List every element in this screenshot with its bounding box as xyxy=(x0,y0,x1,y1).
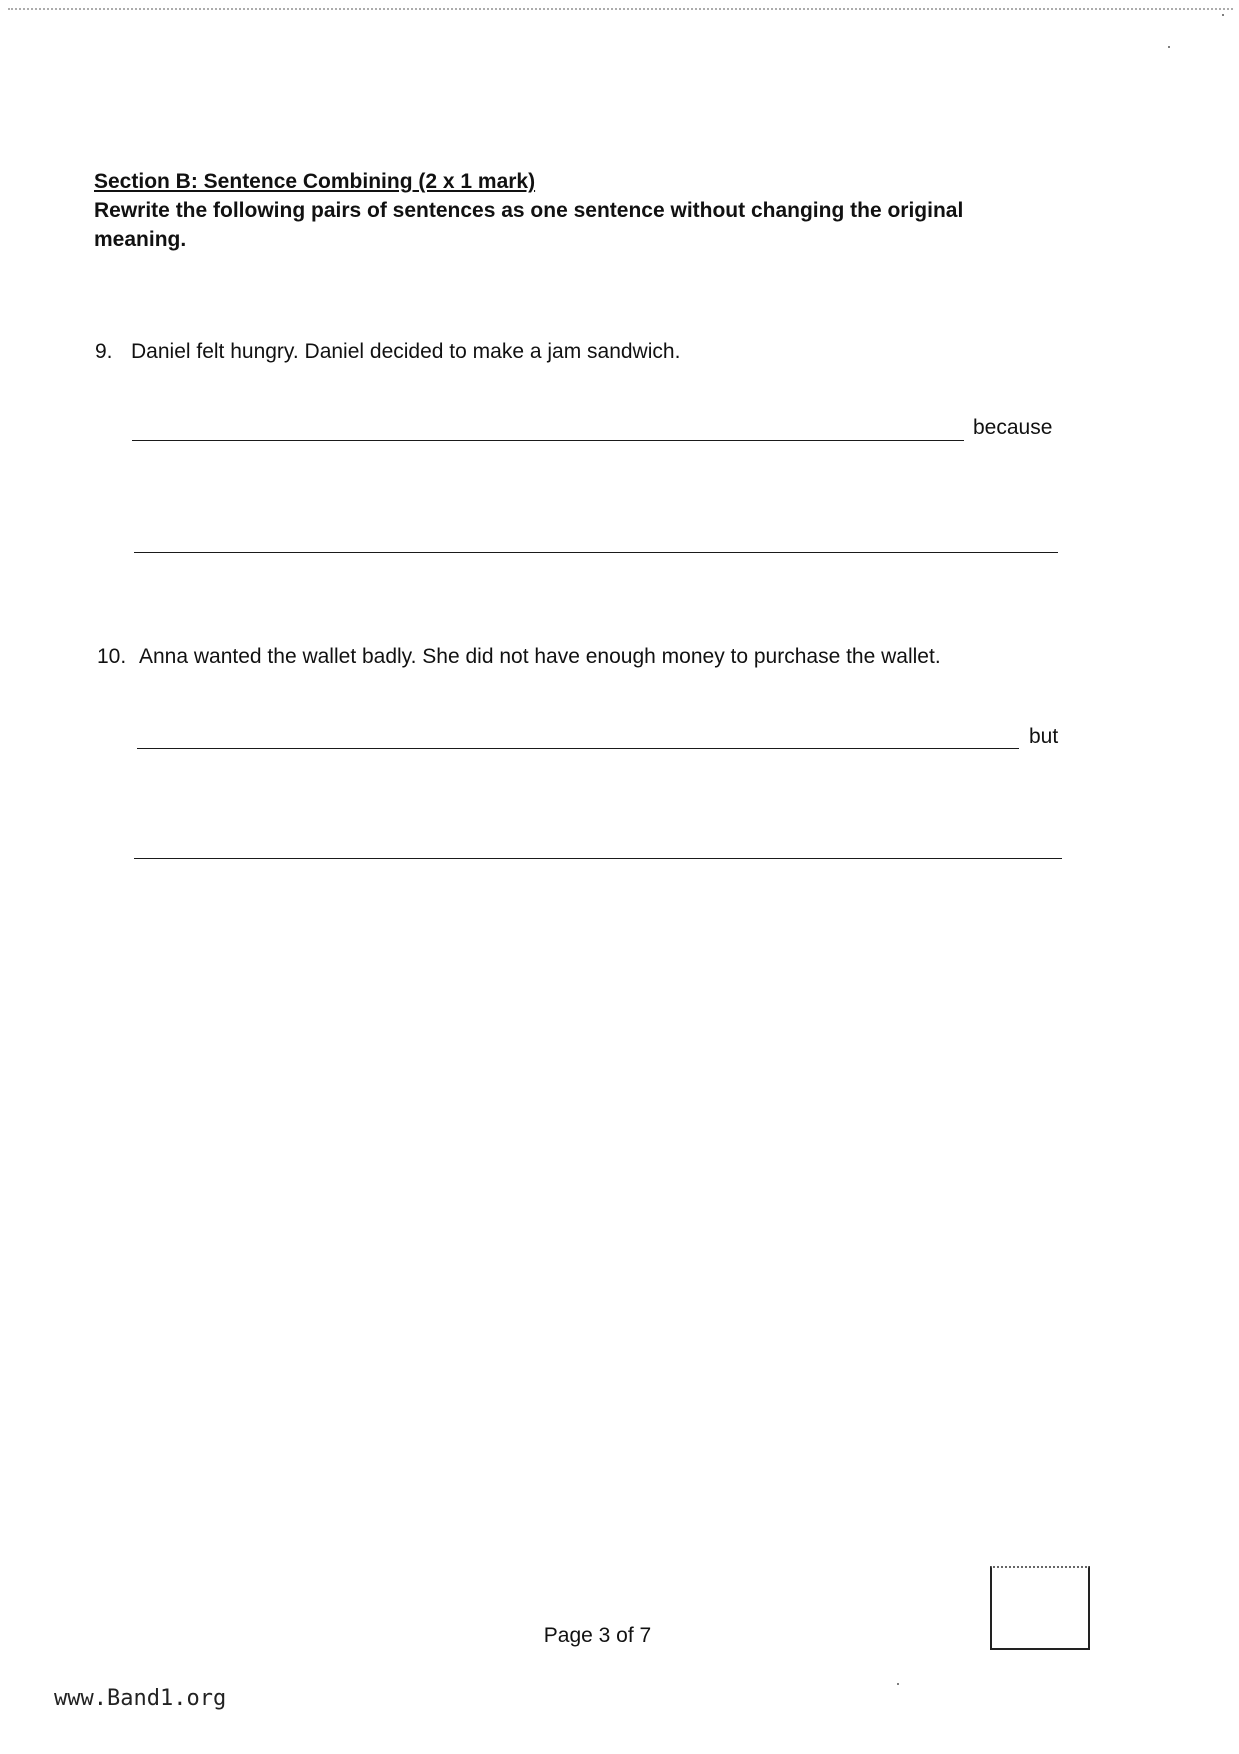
section-instructions: Rewrite the following pairs of sentences as one sentence without changing the original meaning. xyxy=(94,199,964,251)
answer-line[interactable] xyxy=(134,552,1058,553)
answer-line[interactable] xyxy=(134,858,1062,859)
scan-noise-strip xyxy=(8,8,1233,16)
question-number: 10. xyxy=(97,645,127,668)
question-10 xyxy=(97,645,941,669)
question-number: 9. xyxy=(95,340,113,363)
section-title: Section B: Sentence Combining (2 x 1 mark) xyxy=(94,170,536,193)
connector-word: but xyxy=(1029,725,1059,748)
question-9 xyxy=(95,340,680,364)
scan-speck xyxy=(897,1683,899,1685)
connector-word: because xyxy=(973,416,1053,439)
answer-line[interactable] xyxy=(137,748,1019,749)
page-number: Page 3 of 7 xyxy=(543,1624,652,1647)
answer-line[interactable] xyxy=(132,440,964,441)
question-text: Daniel felt hungry. Daniel decided to make a jam sandwich. xyxy=(131,340,681,363)
question-text: Anna wanted the wallet badly. She did not have enough money to purchase the wallet. xyxy=(139,645,941,668)
site-watermark: www.Band1.org xyxy=(54,1686,227,1711)
scan-speck xyxy=(1168,46,1170,48)
scan-speck xyxy=(1222,14,1224,16)
